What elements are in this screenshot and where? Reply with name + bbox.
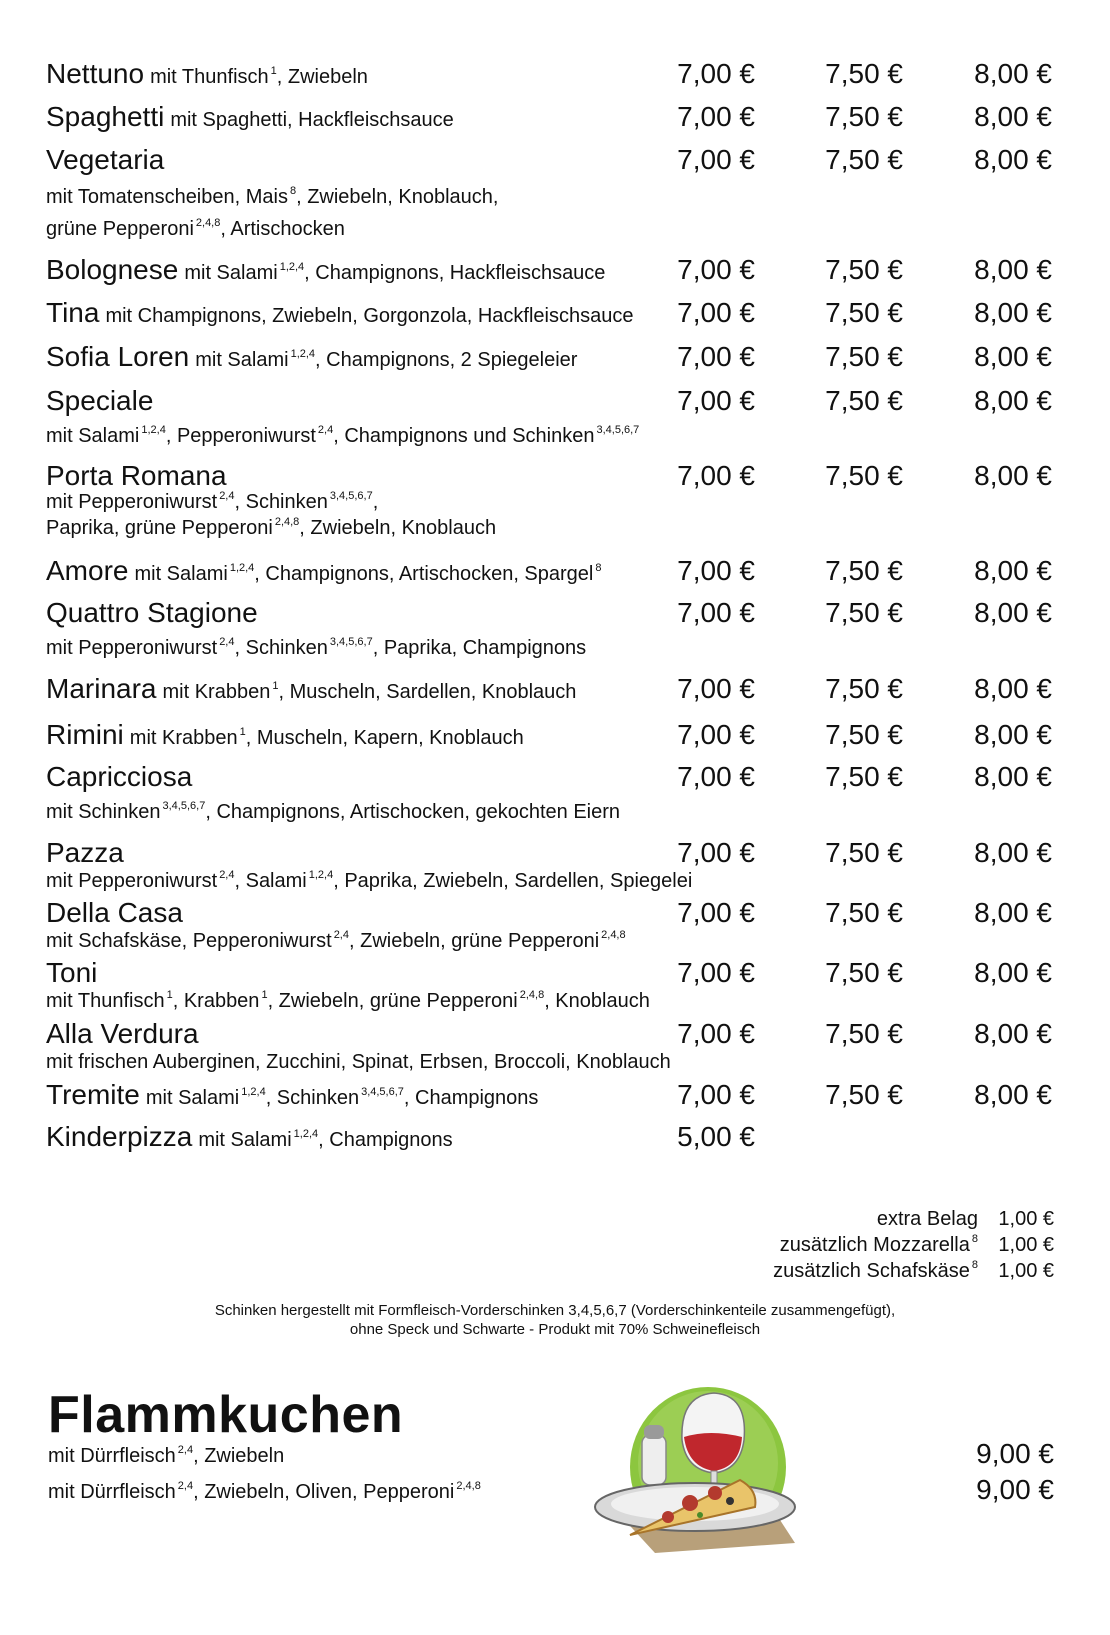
desc-text: ,	[372, 491, 379, 513]
desc-text: , Artischocken	[220, 218, 345, 240]
pizza-name: Spaghetti	[46, 101, 165, 132]
allergen-footnote: 8	[971, 1233, 978, 1245]
desc-text: , Paprika, Champignons	[372, 637, 587, 659]
pizza-description	[46, 491, 378, 514]
pizza-name: Speciale	[46, 385, 154, 416]
allergen-footnote: 2,4,8	[601, 929, 626, 941]
allergen-footnote: 2,4,8	[519, 989, 545, 1001]
extra-price: 1,00 €	[998, 1234, 1054, 1256]
allergen-footnote: 1	[261, 989, 268, 1001]
price-size-3: 8,00 €	[974, 460, 1052, 491]
allergen-footnote: 2,4,8	[274, 516, 300, 528]
desc-text: , Schinken	[265, 1087, 360, 1109]
allergen-footnote: 2,4	[219, 869, 235, 881]
price-size-3: 8,00 €	[974, 719, 1052, 750]
allergen-footnote: 8	[971, 1259, 978, 1271]
pizza-name: Rimini	[46, 719, 124, 750]
desc-text: , Pepperoniwurst	[165, 425, 316, 447]
desc-text: , Zwiebeln, grüne Pepperoni	[348, 930, 600, 952]
pizza-name: Kinderpizza	[46, 1121, 193, 1152]
pizza-description	[46, 517, 496, 540]
desc-text: , Champignons	[318, 1129, 453, 1151]
extras-list	[634, 1208, 1054, 1286]
price-size-2: 7,50 €	[825, 957, 903, 988]
price-size-1: 7,00 €	[677, 1018, 755, 1049]
pizza-description	[46, 870, 692, 893]
desc-text: , Salami	[234, 870, 307, 892]
price-size-2: 7,50 €	[825, 58, 903, 89]
pizza-description	[134, 563, 601, 585]
price-size-1: 7,00 €	[677, 957, 755, 988]
desc-text: Paprika, grüne Pepperoni	[46, 517, 273, 539]
desc-text: , Muscheln, Kapern, Knoblauch	[245, 727, 524, 749]
price-size-2: 7,50 €	[825, 837, 903, 868]
price-size-2: 7,50 €	[825, 144, 903, 175]
desc-text: , Zwiebeln	[276, 66, 368, 88]
price-size-2: 7,50 €	[825, 673, 903, 704]
pizza-name: Amore	[46, 555, 129, 586]
pizza-name: Sofia Loren	[46, 341, 190, 372]
pizza-name: Pazza	[46, 837, 124, 868]
price-size-1: 7,00 €	[677, 673, 755, 704]
allergen-footnote: 1	[239, 726, 246, 738]
pizza-description	[105, 305, 633, 327]
allergen-footnote: 8	[595, 562, 602, 574]
price-size-3: 8,00 €	[974, 957, 1052, 988]
extra-price: 1,00 €	[998, 1260, 1054, 1282]
desc-text: grüne Pepperoni	[46, 218, 194, 240]
extra-label	[773, 1260, 978, 1283]
pizza-description	[46, 186, 498, 209]
price-size-3: 8,00 €	[974, 385, 1052, 416]
ham-note	[0, 1301, 1110, 1339]
price-size-2: 7,50 €	[825, 897, 903, 928]
desc-text: mit Schinken	[46, 801, 161, 823]
pizza-name: Toni	[46, 957, 98, 988]
price-size-3: 8,00 €	[974, 897, 1052, 928]
desc-text: mit Thunfisch	[150, 66, 269, 88]
price-size-1: 7,00 €	[677, 254, 755, 285]
pizza-description	[198, 1129, 452, 1151]
ham-note-line2: ohne Speck und Schwarte - Produkt mit 70% Schweinefleisch	[349, 1321, 761, 1338]
allergen-footnote: 1,2,4	[229, 562, 255, 574]
allergen-footnote: 1,2,4	[290, 348, 316, 360]
desc-text: , Champignons und Schinken	[333, 425, 595, 447]
price-size-2: 7,50 €	[825, 101, 903, 132]
price-size-1: 7,00 €	[677, 761, 755, 792]
desc-text: mit Salami	[184, 262, 278, 284]
pizza-description	[46, 1051, 671, 1074]
price-size-1: 7,00 €	[677, 144, 755, 175]
pizza-description	[184, 262, 605, 284]
flammkuchen-price: 9,00 €	[976, 1438, 1054, 1469]
price-size-3: 8,00 €	[974, 673, 1052, 704]
price-size-3: 8,00 €	[974, 144, 1052, 175]
extra-label	[780, 1234, 978, 1257]
pizza-name: Tremite	[46, 1079, 140, 1110]
price-size-1: 7,00 €	[677, 58, 755, 89]
price-size-1: 7,00 €	[677, 837, 755, 868]
allergen-footnote: 3,4,5,6,7	[162, 800, 206, 812]
pizza-description	[150, 66, 368, 88]
price-size-2: 7,50 €	[825, 254, 903, 285]
desc-text: mit Tomatenscheiben, Mais	[46, 186, 288, 208]
flammkuchen-price: 9,00 €	[976, 1474, 1054, 1505]
allergen-footnote: 2,4	[177, 1480, 194, 1492]
desc-text: , Zwiebeln	[193, 1445, 285, 1467]
desc-text: mit Champignons, Zwiebeln, Gorgonzola, Hackfleischsauce	[105, 305, 634, 327]
desc-text: , Champignons, Artischocken, gekochten Eiern	[205, 801, 621, 823]
extra-price: 1,00 €	[998, 1208, 1054, 1230]
price-size-2: 7,50 €	[825, 761, 903, 792]
price-size-2: 7,50 €	[825, 341, 903, 372]
desc-text: , Paprika, Zwiebeln, Sardellen, Spiegelei	[333, 870, 693, 892]
pizza-name: Alla Verdura	[46, 1018, 199, 1049]
desc-text: , Knoblauch	[544, 990, 650, 1012]
price-size-1: 5,00 €	[677, 1121, 755, 1152]
pizza-name: Bolognese	[46, 254, 179, 285]
desc-text: , Champignons, 2 Spiegeleier	[315, 349, 578, 371]
desc-text: mit Thunfisch	[46, 990, 165, 1012]
allergen-footnote: 1,2,4	[293, 1128, 319, 1140]
pizza-description	[46, 637, 586, 660]
price-size-1: 7,00 €	[677, 460, 755, 491]
flammkuchen-item	[48, 1445, 284, 1468]
price-size-1: 7,00 €	[677, 897, 755, 928]
price-size-1: 7,00 €	[677, 555, 755, 586]
price-size-1: 7,00 €	[677, 385, 755, 416]
price-size-2: 7,50 €	[825, 1079, 903, 1110]
desc-text: mit Dürrfleisch	[48, 1445, 176, 1467]
allergen-footnote: 1,2,4	[141, 424, 166, 436]
allergen-footnote: 2,4	[177, 1444, 194, 1456]
pizza-description	[146, 1087, 539, 1109]
price-size-1: 7,00 €	[677, 719, 755, 750]
allergen-footnote: 8	[289, 185, 297, 197]
allergen-footnote: 3,4,5,6,7	[329, 636, 373, 648]
allergen-footnote: 2,4	[333, 929, 349, 941]
allergen-footnote: 1	[166, 989, 173, 1001]
pizza-name: Quattro Stagione	[46, 597, 258, 628]
pizza-name: Tina	[46, 297, 100, 328]
price-size-1: 7,00 €	[677, 341, 755, 372]
price-size-2: 7,50 €	[825, 719, 903, 750]
allergen-footnote: 3,4,5,6,7	[329, 490, 373, 502]
desc-text: , Schinken	[234, 491, 328, 513]
desc-text: , Champignons, Artischocken, Spargel	[254, 563, 594, 585]
extra-label-text: zusätzlich Mozzarella	[779, 1234, 970, 1256]
ham-note-line1: Schinken hergestellt mit Formfleisch-Vorderschinken 3,4,5,6,7 (Vorderschinkenteile zusammengefügt),	[214, 1302, 896, 1319]
price-size-1: 7,00 €	[677, 1079, 755, 1110]
pizza-description	[46, 218, 345, 241]
allergen-footnote: 2,4,8	[456, 1480, 481, 1492]
allergen-footnote: 1,2,4	[279, 261, 305, 273]
desc-text: , Zwiebeln, Oliven, Pepperoni	[193, 1481, 455, 1503]
price-size-3: 8,00 €	[974, 254, 1052, 285]
flammkuchen-item	[48, 1481, 481, 1504]
price-size-3: 8,00 €	[974, 1079, 1052, 1110]
pizza-name: Porta Romana	[46, 460, 227, 491]
desc-text: mit Pepperoniwurst	[46, 491, 218, 513]
price-size-3: 8,00 €	[974, 341, 1052, 372]
pizza-description	[162, 681, 576, 703]
price-size-2: 7,50 €	[825, 297, 903, 328]
pizza-name: Della Casa	[46, 897, 183, 928]
desc-text: , Champignons	[403, 1087, 539, 1109]
desc-text: , Zwiebeln, Knoblauch,	[296, 186, 499, 208]
price-size-3: 8,00 €	[974, 555, 1052, 586]
pizza-name: Vegetaria	[46, 144, 165, 175]
allergen-footnote: 1,2,4	[308, 869, 334, 881]
desc-text: mit Pepperoniwurst	[46, 637, 218, 659]
desc-text: mit Salami	[198, 1129, 292, 1151]
price-size-2: 7,50 €	[825, 555, 903, 586]
extra-topping-item	[634, 1208, 1054, 1234]
allergen-footnote: 1	[270, 65, 277, 77]
allergen-footnote: 1	[272, 680, 279, 692]
pizza-name: Marinara	[46, 673, 157, 704]
price-size-3: 8,00 €	[974, 761, 1052, 792]
pizza-description	[46, 801, 620, 824]
desc-text: mit Salami	[46, 425, 140, 447]
price-size-1: 7,00 €	[677, 297, 755, 328]
price-size-2: 7,50 €	[825, 597, 903, 628]
flammkuchen-heading: Flammkuchen	[48, 1386, 404, 1444]
allergen-footnote: 3,4,5,6,7	[596, 424, 640, 436]
price-size-3: 8,00 €	[974, 297, 1052, 328]
desc-text: mit Spaghetti, Hackfleischsauce	[170, 109, 454, 131]
desc-text: mit Dürrfleisch	[48, 1481, 176, 1503]
extra-label-text: extra Belag	[876, 1208, 978, 1230]
price-size-2: 7,50 €	[825, 1018, 903, 1049]
desc-text: mit Salami	[134, 563, 228, 585]
pizza-name: Capricciosa	[46, 761, 193, 792]
desc-text: , Zwiebeln, grüne Pepperoni	[267, 990, 518, 1012]
desc-text: , Muscheln, Sardellen, Knoblauch	[278, 681, 577, 703]
allergen-footnote: 3,4,5,6,7	[361, 1086, 404, 1098]
price-size-2: 7,50 €	[825, 460, 903, 491]
extra-topping-item	[634, 1234, 1054, 1260]
desc-text: mit Krabben	[162, 681, 271, 703]
price-size-3: 8,00 €	[974, 101, 1052, 132]
allergen-footnote: 2,4	[219, 636, 235, 648]
desc-text: mit Salami	[145, 1087, 240, 1109]
pizza-description	[170, 109, 453, 131]
extra-label	[877, 1208, 978, 1231]
allergen-footnote: 1,2,4	[241, 1086, 266, 1098]
price-size-1: 7,00 €	[677, 597, 755, 628]
desc-text: mit Pepperoniwurst	[46, 870, 218, 892]
pizza-and-wine-icon	[590, 1385, 820, 1555]
desc-text: , Zwiebeln, Knoblauch	[299, 517, 497, 539]
desc-text: , Krabben	[172, 990, 260, 1012]
allergen-footnote: 2,4,8	[195, 217, 221, 229]
pizza-description	[46, 425, 639, 448]
price-size-3: 8,00 €	[974, 1018, 1052, 1049]
pizza-description	[46, 990, 650, 1013]
price-size-3: 8,00 €	[974, 597, 1052, 628]
pizza-description	[130, 727, 524, 749]
allergen-footnote: 2,4	[219, 490, 235, 502]
extra-label-text: zusätzlich Schafskäse	[773, 1260, 970, 1282]
price-size-3: 8,00 €	[974, 837, 1052, 868]
desc-text: mit Schafskäse, Pepperoniwurst	[46, 930, 332, 952]
desc-text: mit frischen Auberginen, Zucchini, Spinat, Erbsen, Broccoli, Knoblauch	[46, 1051, 671, 1073]
allergen-footnote: 2,4	[317, 424, 334, 436]
price-size-3: 8,00 €	[974, 58, 1052, 89]
pizza-description	[46, 930, 626, 953]
pizza-description	[195, 349, 577, 371]
desc-text: , Schinken	[234, 637, 328, 659]
price-size-1: 7,00 €	[677, 101, 755, 132]
price-size-2: 7,50 €	[825, 385, 903, 416]
extra-topping-item	[634, 1260, 1054, 1286]
pizza-name: Nettuno	[46, 58, 145, 89]
desc-text: mit Salami	[195, 349, 289, 371]
desc-text: mit Krabben	[129, 727, 238, 749]
desc-text: , Champignons, Hackfleischsauce	[304, 262, 606, 284]
